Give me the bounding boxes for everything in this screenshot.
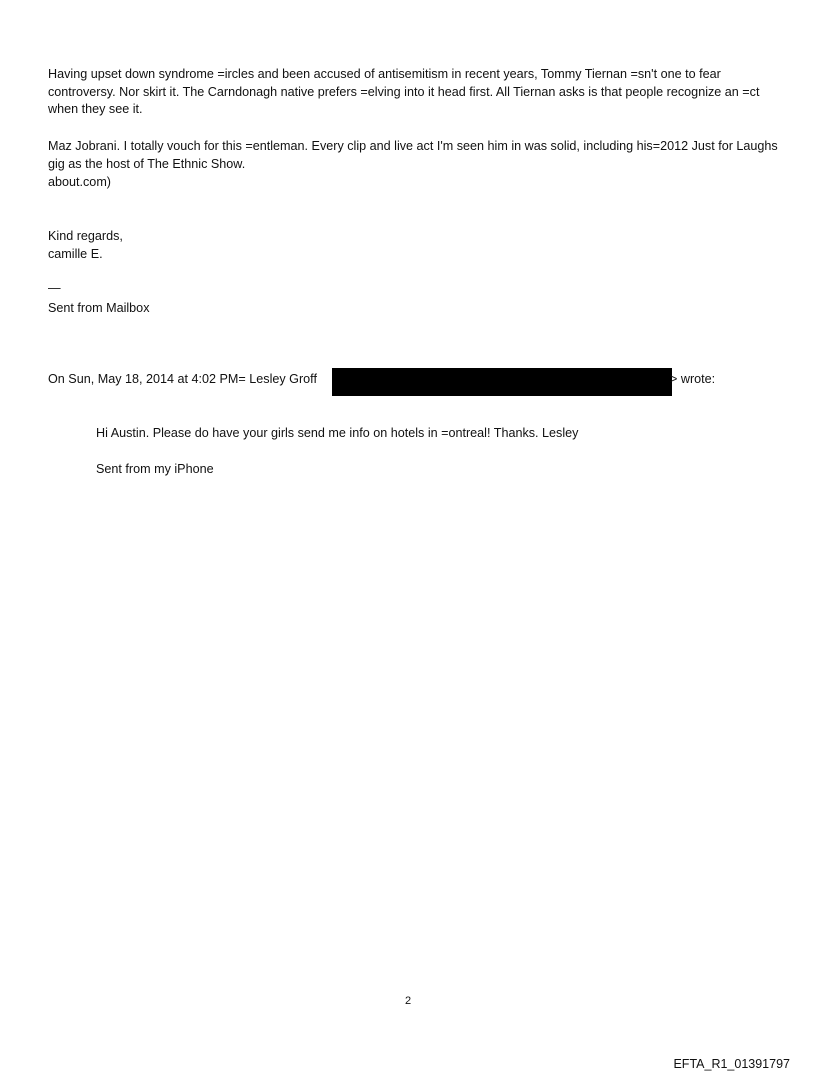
quoted-sent-from: Sent from my iPhone <box>96 462 214 476</box>
quoted-message: Hi Austin. Please do have your girls send me info on hotels in =ontreal! Thanks. Lesley <box>96 426 579 440</box>
page-number: 2 <box>404 995 412 1007</box>
redaction-block <box>332 368 672 396</box>
document-id: EFTA_R1_01391797 <box>673 1057 790 1071</box>
closing-line: Kind regards, <box>48 229 123 243</box>
signature-name: camille E. <box>48 247 103 261</box>
quote-header-suffix: > wrote: <box>670 372 716 386</box>
source-note: about.com) <box>48 175 111 189</box>
sent-from-mailbox: Sent from Mailbox <box>48 301 150 315</box>
signature-separator: — <box>48 281 61 295</box>
email-body-paragraph-1: Having upset down syndrome =ircles and been accused of antisemitism in recent years, Tommy Tiernan =sn't one to fear controversy. Nor skirt it. The Carndonagh native prefers =elving into it head first. All Tiernan asks is that people recognize an =ct when they see it. <box>48 67 760 116</box>
quote-header: On Sun, May 18, 2014 at 4:02 PM= Lesley Groff <box>48 372 317 386</box>
email-body-paragraph-2: Maz Jobrani. I totally vouch for this =entleman. Every clip and live act I'm seen him in was solid, including his=2012 Just for Laughs gig as the host of The Ethnic Show. <box>48 139 778 171</box>
